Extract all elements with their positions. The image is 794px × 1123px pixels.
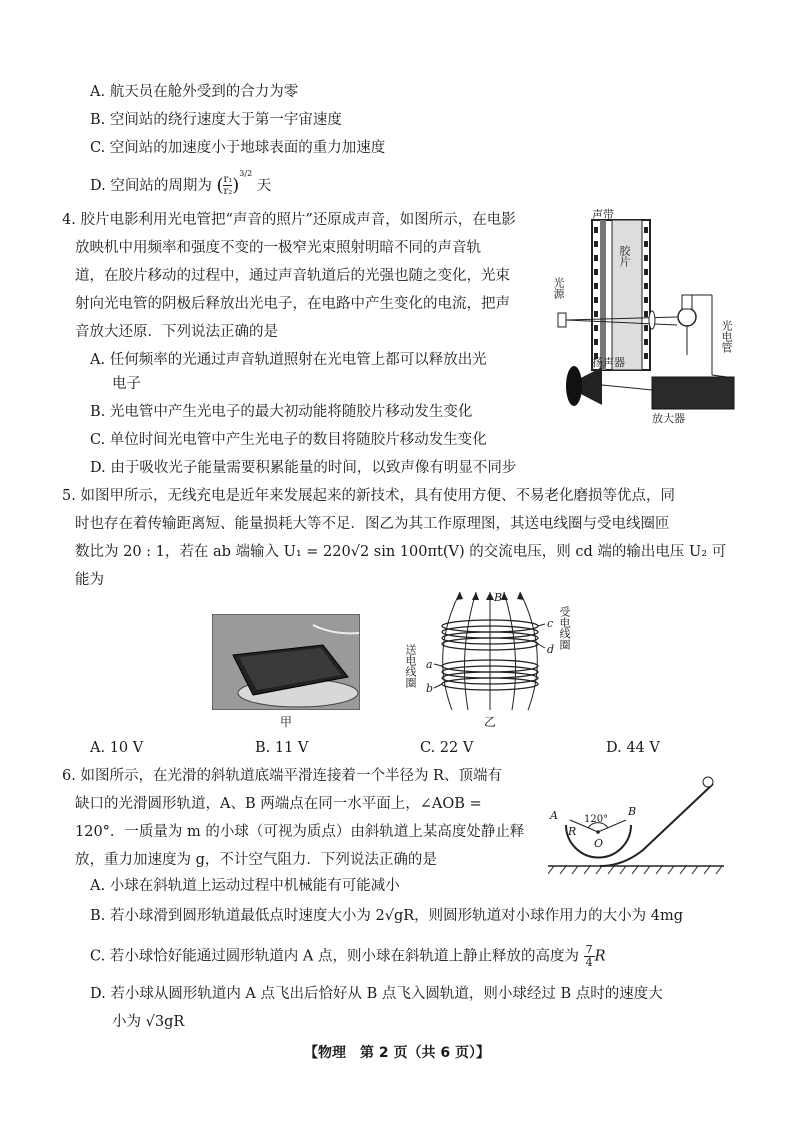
q3-option-c: C. 空间站的加速度小于地球表面的重力加速度: [90, 140, 386, 156]
q6-label-R: R: [568, 825, 577, 838]
q6-label-O: O: [594, 837, 604, 850]
q4-figure: [552, 205, 742, 430]
q5-caption-jia: 甲: [280, 715, 293, 729]
q5-stem-3: 数比为 20 : 1，若在 ab 端输入 U₁ = 220√2 sin 100πt(V) 的交流电压，则 cd 端的输出电压 U₂ 可: [75, 544, 727, 560]
q4-option-a-1: A. 任何频率的光通过声音轨道照射在光电管上都可以释放出光: [90, 352, 487, 368]
q6-option-c-suffix: R: [594, 948, 606, 965]
q6-label-A: A: [550, 809, 558, 822]
q4-stem-3: 道，在胶片移动的过程中，通过声音轨道后的光强也随之变化，光束: [75, 268, 510, 284]
q4-option-d: D. 由于吸收光子能量需要积累能量的时间，以致声像有明显不同步: [90, 460, 517, 476]
q5-label-receive-coil: 受电线圈: [558, 606, 571, 650]
q6-label-B: B: [628, 805, 637, 818]
q3-fraction: [223, 174, 232, 197]
q6-option-b: B. 若小球滑到圆形轨道最低点时速度大小为 2√gR，则圆形轨道对小球作用力的大小为 4mg: [90, 908, 684, 924]
q5-label-b: b: [426, 682, 434, 695]
q5-option-a: A. 10 V: [90, 740, 144, 756]
q6-frac-den: 4: [585, 956, 593, 969]
q3-exponent: 3/2: [239, 169, 253, 178]
q4-option-b: B. 光电管中产生光电子的最大初动能将随胶片移动发生变化: [90, 404, 473, 420]
q3-option-a: A. 航天员在舱外受到的合力为零: [90, 84, 299, 100]
q6-option-c: [90, 944, 606, 969]
q5-label-send-coil: 送电线圈: [404, 644, 417, 688]
q3-option-d-prefix: D. 空间站的周期为: [90, 177, 212, 194]
q5-option-c: C. 22 V: [420, 740, 474, 756]
q4-label-phototube: 光电管: [720, 320, 733, 353]
q5-figure-jia-photo: [212, 614, 360, 710]
q4-diagram: [552, 205, 742, 430]
q6-stem-3: 120°．一质量为 m 的小球（可视为质点）由斜轨道上某高度处静止释: [75, 824, 525, 840]
q6-option-a: A. 小球在斜轨道上运动过程中机械能有可能减小: [90, 878, 400, 894]
q4-stem-5: 音放大还原．下列说法正确的是: [75, 324, 278, 340]
q5-stem-4: 能为: [75, 572, 104, 588]
q4-option-c: C. 单位时间光电管中产生光电子的数目将随胶片移动发生变化: [90, 432, 487, 448]
q5-label-c: c: [547, 617, 554, 630]
q6-figure: [548, 770, 728, 880]
q3-option-d-suffix: 天: [256, 177, 272, 194]
q4-label-speaker: 扬声器: [592, 356, 625, 369]
q5-option-b: B. 11 V: [255, 740, 309, 756]
q5-figure-yi: [400, 592, 580, 712]
q6-stem-1: 6. 如图所示，在光滑的斜轨道底端平滑连接着一个半径为 R、顶端有: [62, 768, 502, 784]
q4-option-a-2: 电子: [112, 376, 141, 392]
q6-label-angle: 120°: [584, 814, 609, 825]
q5-option-d: D. 44 V: [606, 740, 660, 756]
q6-fraction: [584, 944, 595, 969]
q6-option-c-prefix: C. 若小球恰好能通过圆形轨道内 A 点，则小球在斜轨道上静止释放的高度为: [90, 948, 579, 965]
q4-label-soundtrack: 声带: [592, 208, 614, 221]
q5-label-d: d: [547, 643, 555, 656]
q5-label-a: a: [426, 658, 433, 671]
q3-option-b: B. 空间站的绕行速度大于第一宇宙速度: [90, 112, 342, 128]
q4-stem-1: 4. 胶片电影利用光电管把“声音的照片”还原成声音，如图所示，在电影: [62, 212, 516, 228]
q5-caption-yi: 乙: [484, 715, 497, 729]
q4-stem-4: 射向光电管的阴极后释放出光电子，在电路中产生变化的电流，把声: [75, 296, 510, 312]
q4-label-light-source: 光源: [552, 277, 565, 299]
phone-charger-image: [213, 615, 359, 709]
q4-label-amplifier: 放大器: [652, 412, 685, 425]
q5-stem-1: 5. 如图甲所示，无线充电是近年来发展起来的新技术，具有使用方便、不易老化磨损等优点，同: [62, 488, 675, 504]
q6-option-d-1: D. 若小球从圆形轨道内 A 点飞出后恰好从 B 点飞入圆轨道，则小球经过 B 点时的速度大: [90, 986, 663, 1002]
q3-frac-den: r₂: [223, 186, 233, 198]
page-footer: 【物理 第 2 页（共 6 页）】: [304, 1045, 490, 1061]
q5-stem-2: 时也存在着传输距离短、能量损耗大等不足．图乙为其工作原理图，其送电线圈与受电线圈匝: [75, 516, 670, 532]
q5-label-B: B: [494, 591, 503, 604]
q3-option-d: D. 空间站的周期为 ( $\frac{\text{r₁}}{\text{r₂}}$ )$^{3/2}$ 天: [90, 169, 272, 198]
q4-label-film: 胶片: [618, 245, 631, 267]
q6-stem-2: 缺口的光滑圆形轨道，A、B 两端点在同一水平面上，∠AOB =: [75, 796, 482, 812]
q6-option-d-2: 小为 √3gR: [112, 1014, 185, 1030]
q3-frac-num: r₁: [223, 174, 233, 186]
q4-stem-2: 放映机中用频率和强度不变的一极窄光束照射明暗不同的声音轨: [75, 240, 481, 256]
q6-frac-num: 7: [585, 943, 593, 956]
q6-stem-4: 放，重力加速度为 g，不计空气阻力．下列说法正确的是: [75, 852, 437, 868]
